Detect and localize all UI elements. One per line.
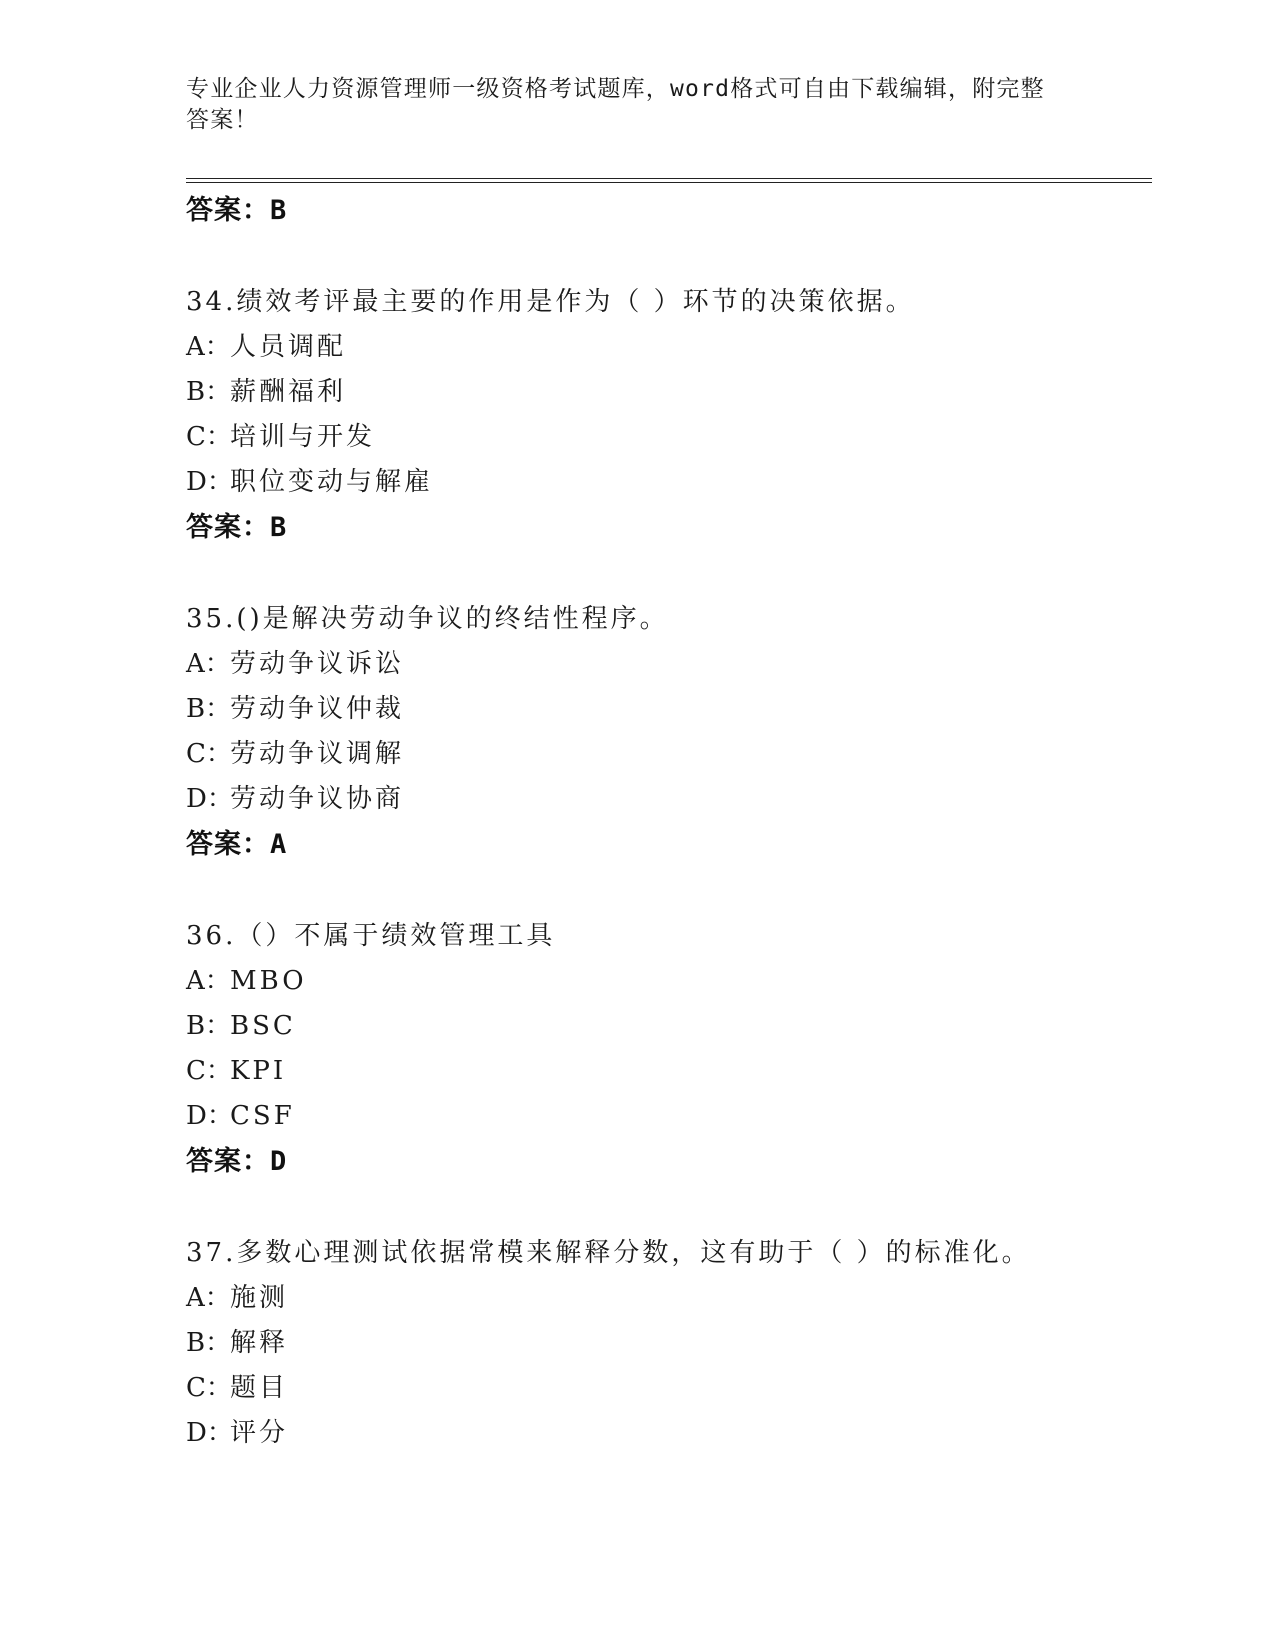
option-a: [186, 1276, 1146, 1321]
option-text: 解释: [230, 1328, 289, 1358]
option-c: [186, 1366, 1146, 1411]
option-text: 职位变动与解雇: [230, 467, 434, 497]
option-a: [186, 325, 1146, 370]
question-stem: 34.绩效考评最主要的作用是作为（ ）环节的决策依据。: [186, 287, 915, 317]
option-d: [186, 1411, 1146, 1456]
option-letter: B：: [186, 1328, 232, 1358]
previous-answer: 答案：B: [186, 195, 288, 226]
option-text: 劳动争议诉讼: [230, 649, 405, 679]
option-letter: D：: [186, 1418, 233, 1448]
option-text: 评分: [230, 1418, 289, 1448]
question-stem: 37.多数心理测试依据常模来解释分数，这有助于（ ）的标准化。: [186, 1238, 1031, 1268]
document-header: [186, 74, 1066, 136]
option-letter: C：: [186, 422, 232, 452]
question-stem: 35.()是解决劳动争议的终结性程序。: [186, 604, 669, 634]
option-letter: A：: [186, 1283, 231, 1313]
option-b: [186, 1321, 1146, 1366]
option-c: [186, 1049, 1146, 1094]
option-letter: C：: [186, 1373, 232, 1403]
option-d: [186, 777, 1146, 822]
header-rule-bottom: [186, 182, 1152, 183]
question-stem: 36.（）不属于绩效管理工具: [186, 921, 556, 951]
option-text: 培训与开发: [230, 422, 376, 452]
option-letter: A：: [186, 332, 231, 362]
option-letter: C：: [186, 1056, 232, 1086]
answer-line: 答案：D: [186, 1146, 288, 1177]
option-letter: D：: [186, 467, 233, 497]
option-c: [186, 732, 1146, 777]
option-text: KPI: [230, 1056, 287, 1086]
option-text: 劳动争议协商: [230, 784, 405, 814]
question-37: [186, 1231, 1146, 1456]
option-text: 施测: [230, 1283, 289, 1313]
option-d: [186, 460, 1146, 505]
answer-line: 答案：A: [186, 829, 288, 860]
option-a: [186, 959, 1146, 1004]
option-a: [186, 642, 1146, 687]
option-letter: D：: [186, 1101, 233, 1131]
question-list: [186, 188, 1146, 1456]
option-text: MBO: [230, 966, 307, 996]
option-letter: B：: [186, 694, 232, 724]
option-text: BSC: [230, 1011, 296, 1041]
header-line-2: 答案！: [186, 107, 259, 133]
option-d: [186, 1094, 1146, 1139]
option-text: 题目: [230, 1373, 289, 1403]
option-text: 劳动争议调解: [230, 739, 405, 769]
question-36: [186, 914, 1146, 1185]
option-c: [186, 415, 1146, 460]
option-letter: B：: [186, 1011, 232, 1041]
option-text: CSF: [230, 1101, 295, 1131]
option-text: 人员调配: [230, 332, 347, 362]
option-b: [186, 687, 1146, 732]
option-letter: D：: [186, 784, 233, 814]
question-34: [186, 280, 1146, 551]
option-letter: A：: [186, 966, 231, 996]
option-letter: B：: [186, 377, 232, 407]
option-b: [186, 1004, 1146, 1049]
option-text: 劳动争议仲裁: [230, 694, 405, 724]
header-line-1: 专业企业人力资源管理师一级资格考试题库，word格式可自由下载编辑，附完整: [186, 76, 1045, 102]
option-b: [186, 370, 1146, 415]
option-text: 薪酬福利: [230, 377, 347, 407]
answer-line: 答案：B: [186, 512, 288, 543]
header-rule-top: [186, 178, 1152, 179]
option-letter: A：: [186, 649, 231, 679]
option-letter: C：: [186, 739, 232, 769]
question-35: [186, 597, 1146, 868]
